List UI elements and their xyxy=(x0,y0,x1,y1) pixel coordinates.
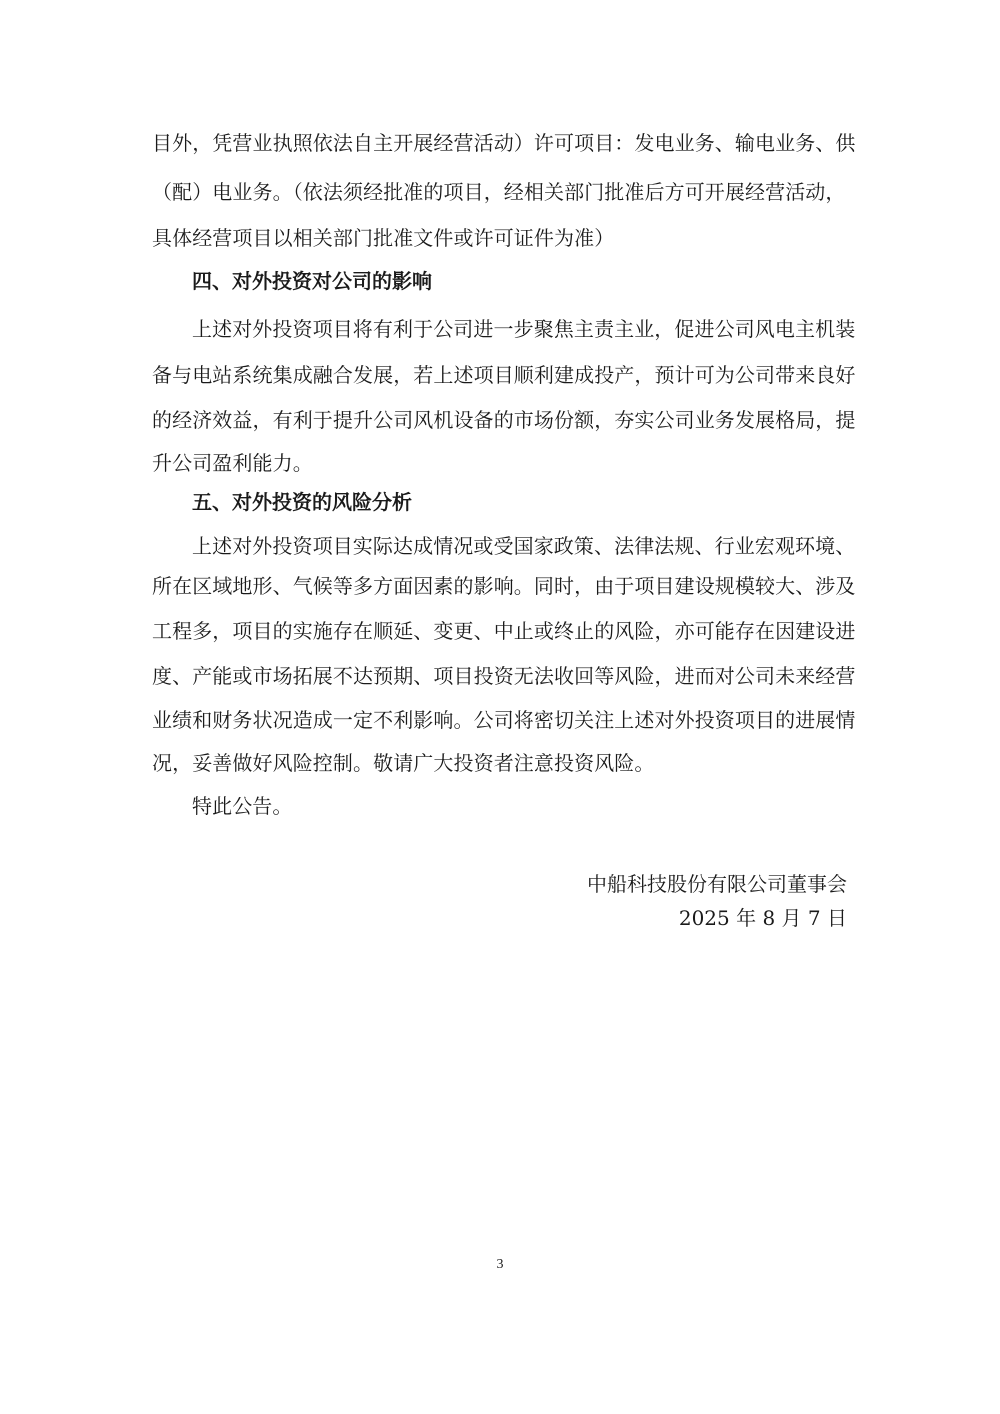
signature-date: 2025 年 8 月 7 日 xyxy=(678,906,847,930)
body-line: 目外，凭营业执照依法自主开展经营活动）许可项目：发电业务、输电业务、供 xyxy=(152,131,856,155)
section-heading: 四、对外投资对公司的影响 xyxy=(192,269,432,293)
page-number: 3 xyxy=(496,1257,504,1272)
body-line: 况，妥善做好风险控制。敬请广大投资者注意投资风险。 xyxy=(152,751,655,775)
closing-text: 特此公告。 xyxy=(192,794,293,818)
body-line: 上述对外投资项目实际达成情况或受国家政策、法律法规、行业宏观环境、 xyxy=(192,534,856,558)
body-line: 度、产能或市场拓展不达预期、项目投资无法收回等风险，进而对公司未来经营 xyxy=(152,664,856,688)
body-line: 的经济效益，有利于提升公司风机设备的市场份额，夯实公司业务发展格局，提 xyxy=(152,408,856,432)
body-line: （配）电业务。（依法须经批准的项目，经相关部门批准后方可开展经营活动， xyxy=(152,180,846,204)
body-line: 上述对外投资项目将有利于公司进一步聚焦主责主业，促进公司风电主机装 xyxy=(192,317,856,341)
body-line: 业绩和财务状况造成一定不利影响。公司将密切关注上述对外投资项目的进展情 xyxy=(152,708,856,732)
signature-company: 中船科技股份有限公司董事会 xyxy=(587,872,847,896)
body-line: 升公司盈利能力。 xyxy=(152,451,313,475)
body-line: 备与电站系统集成融合发展，若上述项目顺利建成投产，预计可为公司带来良好 xyxy=(152,363,856,387)
body-line: 工程多，项目的实施存在顺延、变更、中止或终止的风险，亦可能存在因建设进 xyxy=(152,619,856,643)
body-line: 所在区域地形、气候等多方面因素的影响。同时，由于项目建设规模较大、涉及 xyxy=(152,574,856,598)
body-line: 具体经营项目以相关部门批准文件或许可证件为准） xyxy=(152,226,615,250)
section-heading: 五、对外投资的风险分析 xyxy=(192,490,412,514)
